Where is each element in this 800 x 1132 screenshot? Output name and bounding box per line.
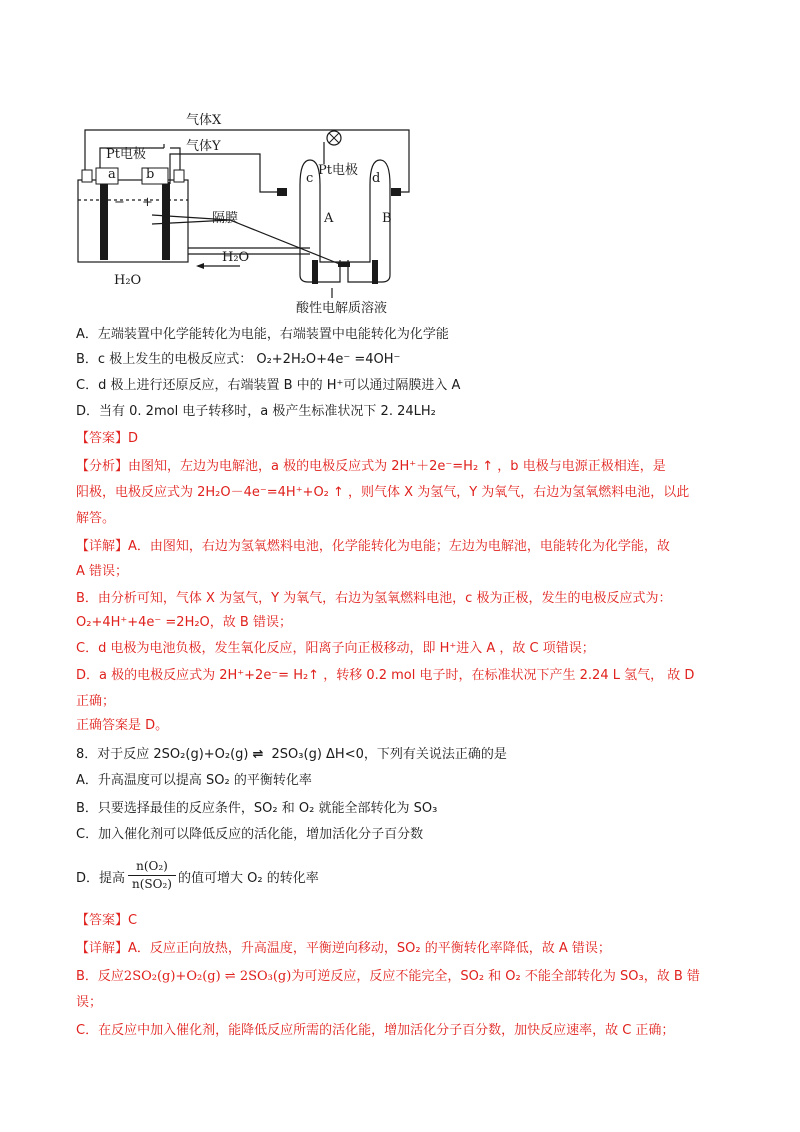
fraction-denominator: n(SO₂) xyxy=(132,877,172,891)
q8-detail-b-prefix: B．反应 xyxy=(76,969,124,984)
q8-detail-b-suffix: 为可逆反应，反应不能完全，SO₂ 和 O₂ 不能全部转化为 SO₃，故 B 错 xyxy=(291,969,700,984)
label-chamber-b: B xyxy=(382,211,392,226)
label-pt-electrode-right: Pt电极 xyxy=(318,163,358,178)
q7-analysis-line-1: 【分析】由图知，左边为电解池，a 极的电极反应式为 2H⁺＋2e⁻=H₂ ↑ ，b 电极与电源正极相连，是 xyxy=(76,459,666,474)
label-electrode-c: c xyxy=(306,171,314,186)
label-electrode-a: a xyxy=(108,167,116,182)
q8-detail-b-equation: 2SO₂(g)+O₂(g) ⇌ 2SO₃(g) xyxy=(123,969,292,984)
q7-detail-d-line-2: 正确； xyxy=(76,694,116,709)
label-gas-x: 气体X xyxy=(186,113,222,128)
q8-detail-c: C．在反应中加入催化剂，能降低反应所需的活化能，增加活化分子百分数，加快反应速率，故 C 正确； xyxy=(76,1023,675,1038)
q7-answer: 【答案】D xyxy=(76,431,139,446)
q7-option-d: D．当有 0. 2mol 电子转移时，a 极产生标准状况下 2. 24LH₂ xyxy=(76,404,436,419)
q8-option-c: C．加入催化剂可以降低反应的活化能，增加活化分子百分数 xyxy=(76,827,424,842)
q8-stem xyxy=(76,746,507,764)
fraction-numerator: n(O₂) xyxy=(136,859,168,873)
label-electrolyte: 酸性电解质溶液 xyxy=(296,301,388,316)
label-water-arrow: H₂O xyxy=(222,250,250,265)
label-electrode-d: d xyxy=(372,171,381,186)
label-electrode-b: b xyxy=(146,167,155,182)
label-minus: − xyxy=(114,195,125,210)
label-water-left: H₂O xyxy=(114,273,142,288)
label-plus: + xyxy=(142,195,153,210)
equilibrium-arrow-icon: ⇌ xyxy=(252,747,264,762)
q8-option-d-suffix: 的值可增大 O₂ 的转化率 xyxy=(178,871,319,886)
q7-detail-a-line-1: 【详解】A．由图知，右边为氢氧燃料电池，化学能转化为电能；左边为电解池，电能转化为化学能，故 xyxy=(76,539,670,554)
q7-detail-a-line-2: A 错误； xyxy=(76,564,129,579)
q8-detail-b-line-1 xyxy=(76,968,700,986)
ratio-fraction xyxy=(128,859,176,892)
q8-detail-b-line-2: 误； xyxy=(76,995,103,1010)
q7-option-c: C．d 极上进行还原反应，右端装置 B 中的 H⁺可以通过隔膜进入 A xyxy=(76,378,461,393)
q7-analysis-line-3: 解答。 xyxy=(76,511,116,526)
q7-final-answer: 正确答案是 D。 xyxy=(76,718,169,733)
q8-detail-a: 【详解】A．反应正向放热，升高温度，平衡逆向移动，SO₂ 的平衡转化率降低，故 A 错误； xyxy=(76,941,611,956)
q7-detail-b-line-2: O₂+4H⁺+4e⁻ =2H₂O，故 B 错误； xyxy=(76,615,292,630)
q7-detail-d-line-1: D．a 极的电极反应式为 2H⁺+2e⁻= H₂↑ ，转移 0.2 mol 电子时，在标准状况下产生 2.24 L 氢气， 故 D xyxy=(76,668,695,683)
electrochemistry-diagram xyxy=(70,60,430,322)
q8-option-b: B．只要选择最佳的反应条件，SO₂ 和 O₂ 就能全部转化为 SO₃ xyxy=(76,801,438,816)
q8-option-a: A．升高温度可以提高 SO₂ 的平衡转化率 xyxy=(76,773,312,788)
q8-answer: 【答案】C xyxy=(76,913,138,928)
label-gas-y: 气体Y xyxy=(186,139,221,154)
q7-option-b: B．c 极上发生的电极反应式： O₂+2H₂O+4e⁻ =4OH⁻ xyxy=(76,352,401,367)
q7-option-a: A．左端装置中化学能转化为电能，右端装置中电能转化为化学能 xyxy=(76,327,449,342)
q7-detail-b-line-1: B．由分析可知，气体 X 为氢气，Y 为氧气，右边为氢氧燃料电池，c 极为正极，发生的电极反应式为： xyxy=(76,591,672,606)
q8-option-d-prefix: D．提高 xyxy=(76,871,126,886)
label-chamber-a: A xyxy=(324,211,334,226)
label-membrane: 隔膜 xyxy=(212,211,239,226)
q7-analysis-line-2: 阳极，电极反应式为 2H₂O－4e⁻=4H⁺+O₂ ↑ ，则气体 X 为氢气，Y 为氧气，右边为氢氧燃料电池，以此 xyxy=(76,485,690,500)
q7-detail-c: C．d 电极为电池负极，发生氧化反应，阳离子向正极移动，即 H⁺进入 A ，故 C 项错误； xyxy=(76,641,595,656)
q8-stem-prefix: 8．对于反应 2SO₂(g)+O₂(g) xyxy=(76,747,249,762)
q8-stem-suffix: 2SO₃(g) ΔH<0，下列有关说法正确的是 xyxy=(267,747,507,762)
label-pt-electrode-left: Pt电极 xyxy=(106,147,146,162)
